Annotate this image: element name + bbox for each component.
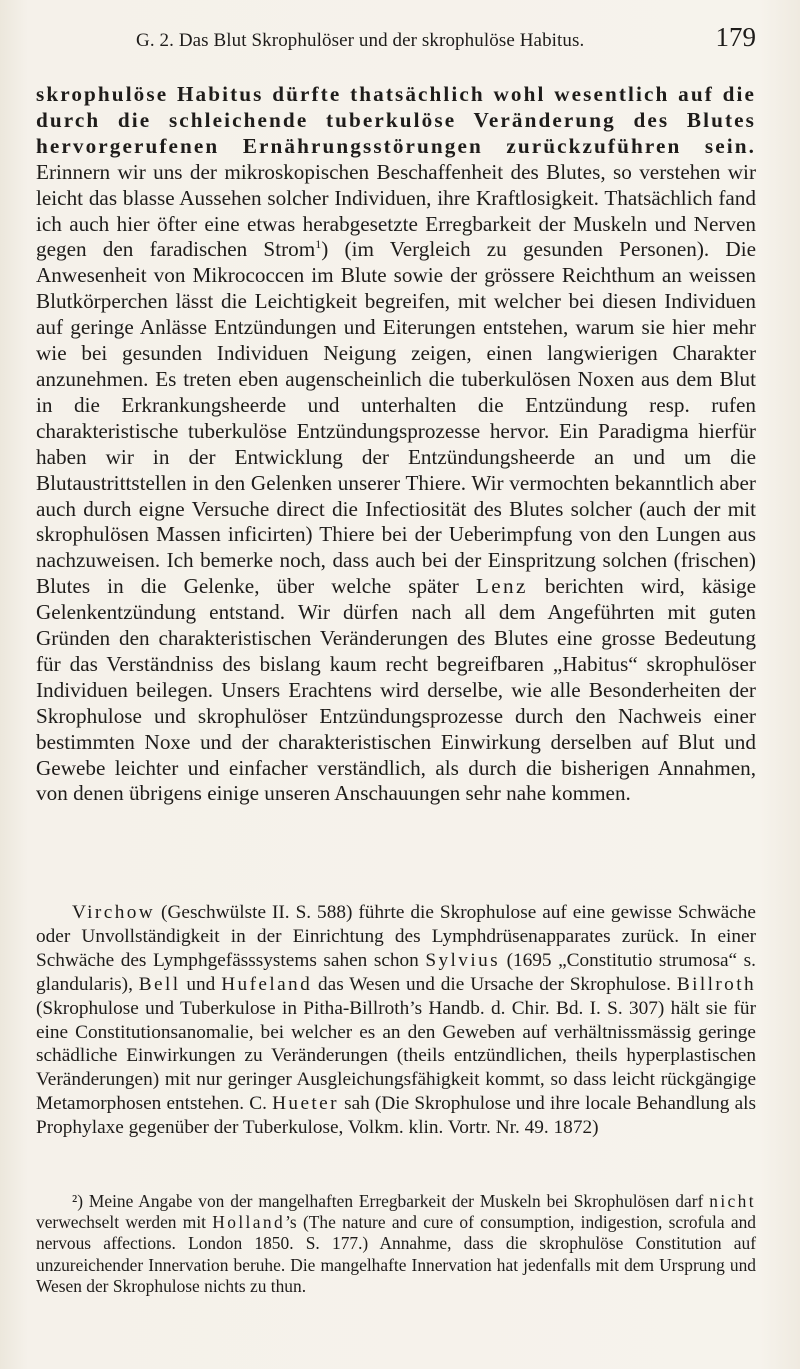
running-title: G. 2. Das Blut Skrophulöser und der skrophulöse Habitus. [136,30,585,51]
paragraph-text: und [180,973,216,995]
author-name-holland: Holland [212,1212,286,1233]
paragraph-text: das Wesen und die Ursache der Skrophulose. [312,973,671,995]
page-header [36,22,756,62]
paragraph-virchow [36,901,756,1140]
paragraph-text: (Skrophulose und Tuberkulose in Pitha-Billroth’s Handb. d. Chir. Bd. I. S. 307) hält sie für eine Constitutionsanomalie, bei welcher es an den Geweben auf verhältnissmässig geringe schädliche Einwirkungen zu Veränderungen (theils entzündlichen, theils hyperplastischen Veränderungen) mit nur geringer Ausgleichungsfähigkeit kommt, so dass leicht rückgängige Metamorphosen entstehen. C. [36,997,756,1115]
author-name-hufeland: Hufeland [221,973,313,995]
footnote-text-part: Meine Angabe von der mangelhaften Erregbarkeit der Muskeln bei Skrophulösen darf [83,1191,704,1211]
author-name-virchow: Virchow [72,902,156,923]
author-name-sylvius: Sylvius [425,949,501,971]
paragraph-habitus [36,82,756,807]
footnote-text-part: verwechselt werden mit [36,1212,206,1233]
main-text [36,82,756,807]
paragraph-text: ) (im Vergleich zu gesunden Personen). Die Anwesenheit von Mikrococcen im Blute sowie der grössere Reichthum an weissen Blutkörperchen lässt die Leichtigkeit begreifen, mit welcher bei diesen Individuen auf geringe Anlässe Entzündungen und Eiterungen entstehen, warum sie hier mehr wie bei gesunden Individuen Neigung zeigen, einen langwierigen Charakter anzunehmen. Es treten eben augenscheinlich die tuberkulösen Noxen aus dem Blut in die Erkrankungsheerde und unterhalten die Entzündung resp. rufen charakteristische tuberkulöse Entzündungsprozesse hervor. Ein Paradigma hierfür haben wir in der Entwicklung der Entzündungsheerde an und um die Blutaustrittstellen in den Gelenken unserer Thiere. Wir vermochten bekanntlich aber auch durch eigne Versuche direct die Infectiosität des Blutes solcher (auch der mit skrophulösen Massen inficirten) Thiere bei der Ueberimpfung von den Lungen aus nachzuweisen. Ich bemerke noch, dass auch bei der Einspritzung solchen (frischen) Blutes in die Gelenke, über welche später [36,237,757,599]
paragraph-text: sah (Die Skrophulose und ihre locale Behandlung als Prophylaxe gegenüber der Tuberkulose, Volkm. klin. Vortr. Nr. 49. 1872) [36,1093,757,1139]
footnote-reference: 1 [315,237,322,252]
author-name-hueter: Hueter [272,1093,339,1115]
footnote [36,1191,756,1297]
paragraph-text: (Geschwülste II. S. 588) führte die Skrophulose auf eine gewisse Schwäche oder Unvollständigkeit in der Einrichtung des Lymphdrüsenapparates zurück. In einer Schwäche des Lymphgefässsystems sahen schon [36,902,756,971]
paragraph-text: Erinnern wir uns der mikroskopischen Beschaffenheit des Blutes, so verstehen wir leicht das blasse Aussehen solcher Individuen, ihre Kraftlosigkeit. Thatsächlich fand ich auch hier öfter eine etwas herabgesetzte Erregbarkeit der Muskeln und Nerven gegen den faradischen Strom [36,159,756,262]
footnote-text [36,1191,756,1297]
paragraph-text: berichten wird, käsige Gelenkentzündung entstand. Wir dürfen nach all dem Angeführten mit guten Gründen den charakteristischen Veränderungen des Blutes eine grosse Bedeutung für das Verständniss des bislang kaum recht begreifbaren „Habitus“ skrophulöser Individuen beilegen. Unsers Erachtens wird derselbe, wie alle Besonderheiten der Skrophulose und skrophulöser Entzündungsprozesse durch den Nachweis einer bestimmten Noxe und der charakteristischen Einwirkung derselben auf Blut und Gewebe leichter und einfacher verständlich, als durch die bisherigen Annahmen, von denen übrigens einige unseren Anschauungen sehr nahe kommen. [36,574,756,806]
author-name-lenz: Lenz [475,574,528,599]
page-number: 179 [715,22,756,52]
paragraph-text: (1695 „Constitutio strumosa“ s. glandularis), [36,949,756,995]
literature-paragraph [36,901,756,1140]
author-name-billroth: Billroth [676,973,757,995]
emphasized-word: nicht [709,1191,756,1211]
emphasized-thesis: skrophulöse Habitus dürfte thatsächlich wohl wesentlich auf die durch die schleichende tuberkulöse Veränderung des Blutes hervorgerufenen Ernährungsstörungen zurückzuführen sein. [36,82,756,158]
author-name-bell: Bell [138,973,181,995]
footnote-text-part: ’s (The nature and cure of consumption, indigestion, scrofula and nervous affections. London 1850. S. 177.) Annahme, dass die skrophulöse Constitution auf unzureichender Innervation beruhe. Die mangelhafte Innervation hat jedenfalls mit dem Ursprung und Wesen der Skrophulose nichts zu thun. [36,1212,756,1296]
footnote-marker: ²) [72,1191,84,1211]
